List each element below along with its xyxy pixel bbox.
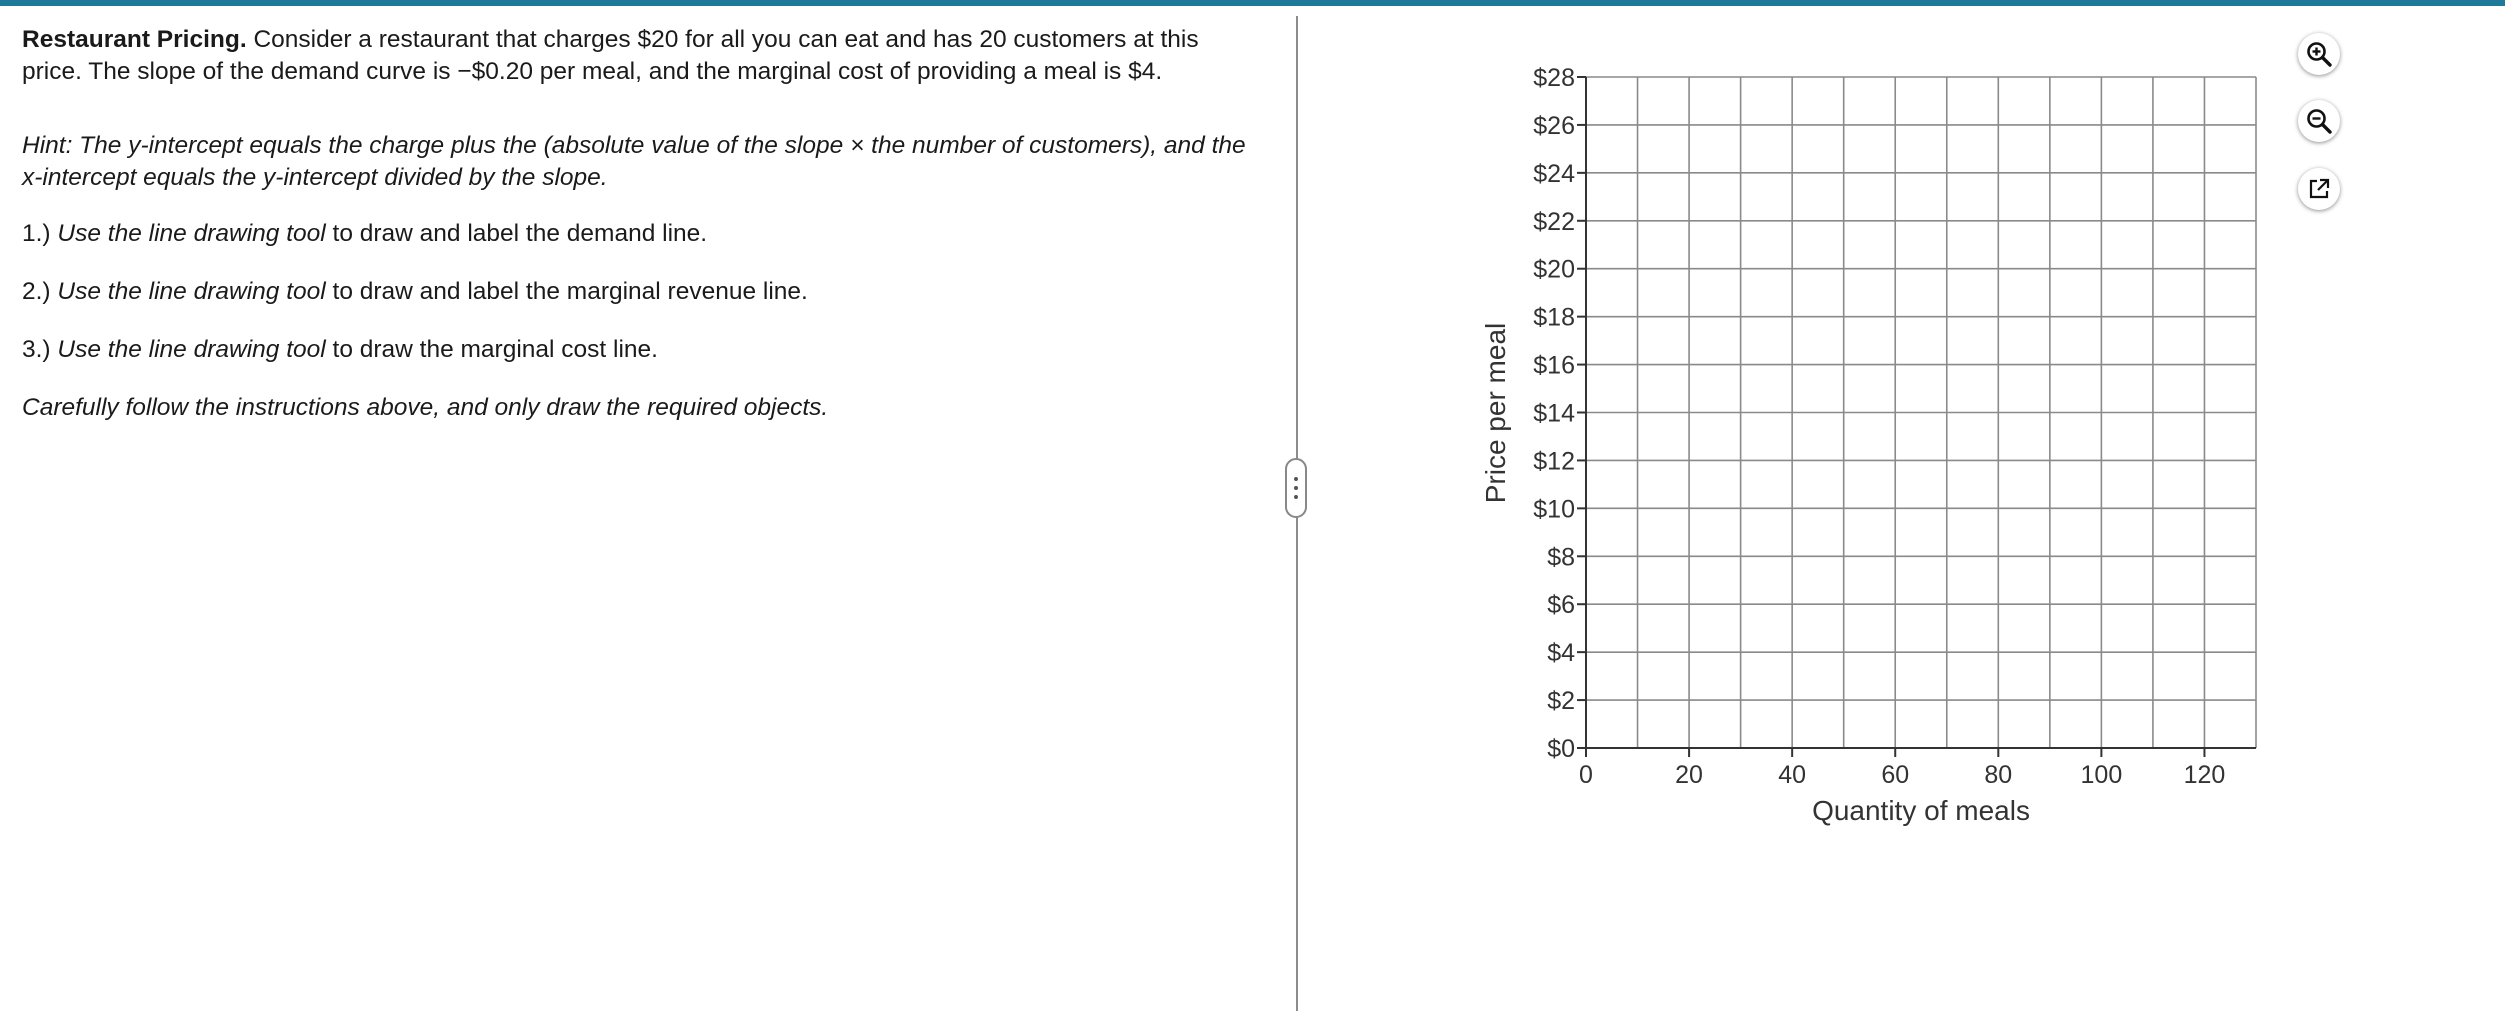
y-tick-label: $6 xyxy=(1547,591,1575,620)
step-number: 3.) xyxy=(22,336,51,363)
y-tick-label: $14 xyxy=(1533,399,1575,428)
x-axis-label: Quantity of meals xyxy=(1812,795,2030,826)
zoom-in-icon xyxy=(2304,39,2334,69)
y-axis-ticks xyxy=(1533,64,1586,763)
zoom-in-button[interactable] xyxy=(2298,33,2340,75)
x-tick-label: 0 xyxy=(1579,761,1593,789)
y-tick-label: $4 xyxy=(1547,639,1575,668)
step-number: 2.) xyxy=(22,278,51,305)
popout-icon xyxy=(2306,176,2332,202)
y-tick-label: $26 xyxy=(1533,111,1575,140)
x-tick-label: 100 xyxy=(2080,761,2123,789)
y-tick-label: $28 xyxy=(1533,64,1575,92)
y-tick-label: $22 xyxy=(1533,207,1575,236)
zoom-out-icon xyxy=(2304,106,2334,136)
step-tool-text: Use the line drawing tool xyxy=(57,278,326,305)
y-tick-label: $20 xyxy=(1533,255,1575,284)
zoom-out-button[interactable] xyxy=(2298,100,2340,142)
y-tick-label: $10 xyxy=(1533,495,1575,524)
x-tick-label: 60 xyxy=(1881,761,1910,789)
instruction-note: Carefully follow the instructions above, and only draw the required objects. xyxy=(22,394,829,421)
y-tick-label: $0 xyxy=(1547,735,1575,763)
x-tick-label: 40 xyxy=(1778,761,1807,789)
x-axis-ticks xyxy=(1579,748,2225,789)
grid-lines xyxy=(1586,77,2256,748)
question-body: Consider a restaurant that charges $20 for all you can eat and has 20 customers at this price. The slope of the demand curve is −$0.20 per meal, and the marginal cost of providing a meal is $4. xyxy=(22,26,1199,85)
y-axis-label: Price per meal xyxy=(1480,322,1511,504)
question-title: Restaurant Pricing. xyxy=(22,26,247,53)
popout-button[interactable] xyxy=(2298,168,2340,210)
step-text: to draw and label the demand line. xyxy=(325,220,708,247)
step-tool-text: Use the line drawing tool xyxy=(57,220,326,247)
y-tick-label: $24 xyxy=(1533,159,1575,188)
step-tool-text: Use the line drawing tool xyxy=(57,336,326,363)
y-tick-label: $2 xyxy=(1547,687,1575,716)
hint-text: Hint: The y-intercept equals the charge plus the (absolute value of the slope × the number of customers), and the x-intercept equals the y-intercept divided by the slope. xyxy=(22,132,1246,191)
y-tick-label: $18 xyxy=(1533,303,1575,332)
step-text: to draw the marginal cost line. xyxy=(325,336,658,363)
x-tick-label: 20 xyxy=(1675,761,1703,789)
y-tick-label: $16 xyxy=(1533,351,1575,380)
y-tick-label: $12 xyxy=(1533,447,1575,476)
step-text: to draw and label the marginal revenue line. xyxy=(325,278,808,305)
x-tick-label: 120 xyxy=(2183,761,2226,789)
x-tick-label: 80 xyxy=(1984,761,2013,789)
y-tick-label: $8 xyxy=(1547,543,1575,572)
step-number: 1.) xyxy=(22,220,51,247)
